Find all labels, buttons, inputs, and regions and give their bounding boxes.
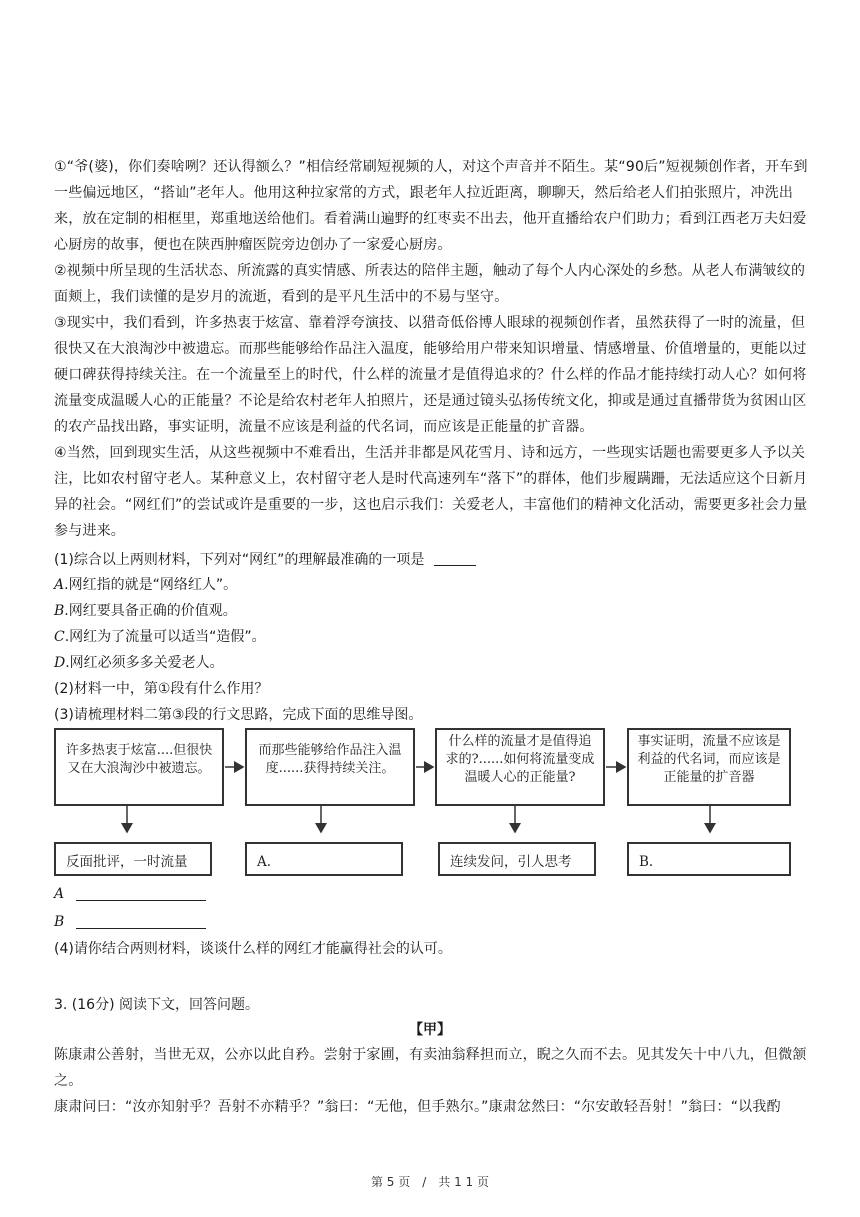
option-a[interactable]	[54, 573, 810, 597]
answer-a-label: A	[54, 886, 65, 902]
mind-map-box-1: 许多热衷于炫富....但很快又在大浪淘沙中被遗忘。	[54, 728, 224, 806]
question-1	[54, 548, 810, 572]
option-letter: B	[54, 603, 65, 619]
answer-blank[interactable]	[434, 565, 476, 566]
mind-map-sub-a[interactable]: A.	[245, 842, 403, 876]
mind-map	[54, 726, 814, 882]
material-paragraph-1: ①“爷(婆)，你们奏啥咧？还认得额么？”相信经常刷短视频的人，对这个声音并不陌生。某“90后”短视频创作者，开车到一些偏远地区，“搭讪”老年人。他用这种拉家常的方式，跟老年人拉近距离，聊聊天，然后给老人们拍张照片，冲洗出来，放在定制的相框里，郑重地送给他们。看着满山遍野的红枣卖不出去，他开直播给农户们助力；看到江西老万夫妇爱心厨房的故事，便也在陕西肿瘤医院旁边创办了一家爱心厨房。	[54, 159, 808, 253]
answer-b-line[interactable]	[76, 928, 206, 929]
material-paragraph-3: ③现实中，我们看到，许多热衷于炫富、靠着浮夸演技、以猎奇低俗博人眼球的视频创作者，虽然获得了一时的流量，但很快又在大浪淘沙中被遗忘。而那些能够给作品注入温度，能够给用户带来知识增量、情感增量、价值增量的，更能以过硬口碑获得持续关注。在一个流量至上的时代，什么样的流量才是值得追求的？什么样的作品才能持续打动人心？如何将流量变成温暖人心的正能量？不论是给农村老年人拍照片，还是通过镜头弘扬传统文化，抑或是通过直播带货为贫困山区的农产品找出路，事实证明，流量不应该是利益的代名词，而应该是正能量的扩音器。	[54, 315, 807, 435]
option-letter: D	[54, 655, 66, 671]
answer-b-label: B	[54, 914, 65, 930]
mind-map-box-4: 事实证明，流量不应该是利益的代名词，而应该是正能量的扩音器	[627, 728, 791, 806]
option-text: .网红必须多多关爱老人。	[65, 655, 224, 671]
option-text: .网红为了流量可以适当“造假”。	[64, 629, 266, 645]
question-2: (2)材料一中，第①段有什么作用？	[54, 681, 269, 697]
mind-map-sub-3: 连续发问，引人思考	[438, 842, 596, 876]
material-paragraph-4: ④当然，回到现实生活，从这些视频中不难看出，生活并非都是风花雪月、诗和远方，一些现实话题也需要更多人予以关注，比如农村留守老人。某种意义上，农村留守老人是时代高速列车“落下”的群体，他们步履蹒跚，无法适应这个日新月异的社会。“网红们”的尝试或许是重要的一步，这也启示我们：关爱老人，丰富他们的精神文化活动，需要更多社会力量参与进来。	[54, 445, 808, 539]
page-footer: 第 5 页 / 共 1 1 页	[370, 1175, 490, 1189]
option-d[interactable]	[54, 651, 810, 675]
classical-paragraph-1: 陈康肃公善射，当世无双，公亦以此自矜。尝射于家圃，有卖油翁释担而立，睨之久而不去。见其发矢十中八九，但微颔之。	[54, 1047, 807, 1089]
section-3-label: 【甲】	[409, 1022, 451, 1038]
option-text: .网红要具备正确的价值观。	[64, 603, 237, 619]
option-c[interactable]	[54, 625, 810, 649]
mind-map-sub-b[interactable]: B.	[627, 842, 791, 876]
question-4: (4)请你结合两则材料，谈谈什么样的网红才能赢得社会的认可。	[54, 941, 452, 957]
mind-map-box-3: 什么样的流量才是值得追求的?......如何将流量变成温暖人心的正能量?	[435, 728, 605, 806]
mind-map-box-2: 而那些能够给作品注入温度......获得持续关注。	[245, 728, 415, 806]
section-3-heading: 3. (16分) 阅读下文，回答问题。	[54, 997, 259, 1013]
material-paragraph-2: ②视频中所呈现的生活状态、所流露的真实情感、所表达的陪伴主题，触动了每个人内心深处的乡愁。从老人布满皱纹的面颊上，我们读懂的是岁月的流逝，看到的是平凡生活中的不易与坚守。	[54, 263, 806, 305]
question-3-stem: (3)请梳理材料二第③段的行文思路，完成下面的思维导图。	[54, 707, 423, 723]
answer-a-line[interactable]	[76, 900, 206, 901]
mind-map-sub-1: 反面批评，一时流量	[54, 842, 212, 876]
question-1-stem: (1)综合以上两则材料，下列对“网红”的理解最准确的一项是	[54, 552, 425, 568]
option-letter: A	[54, 577, 65, 593]
classical-paragraph-2: 康肃问曰：“汝亦知射乎？吾射不亦精乎？”翁曰：“无他，但手熟尔。”康肃忿然曰：“尔安敢轻吾射！”翁曰：“以我酌	[54, 1099, 781, 1115]
option-text: .网红指的就是“网络红人”。	[64, 577, 238, 593]
option-letter: C	[54, 629, 65, 645]
option-b[interactable]	[54, 599, 810, 623]
